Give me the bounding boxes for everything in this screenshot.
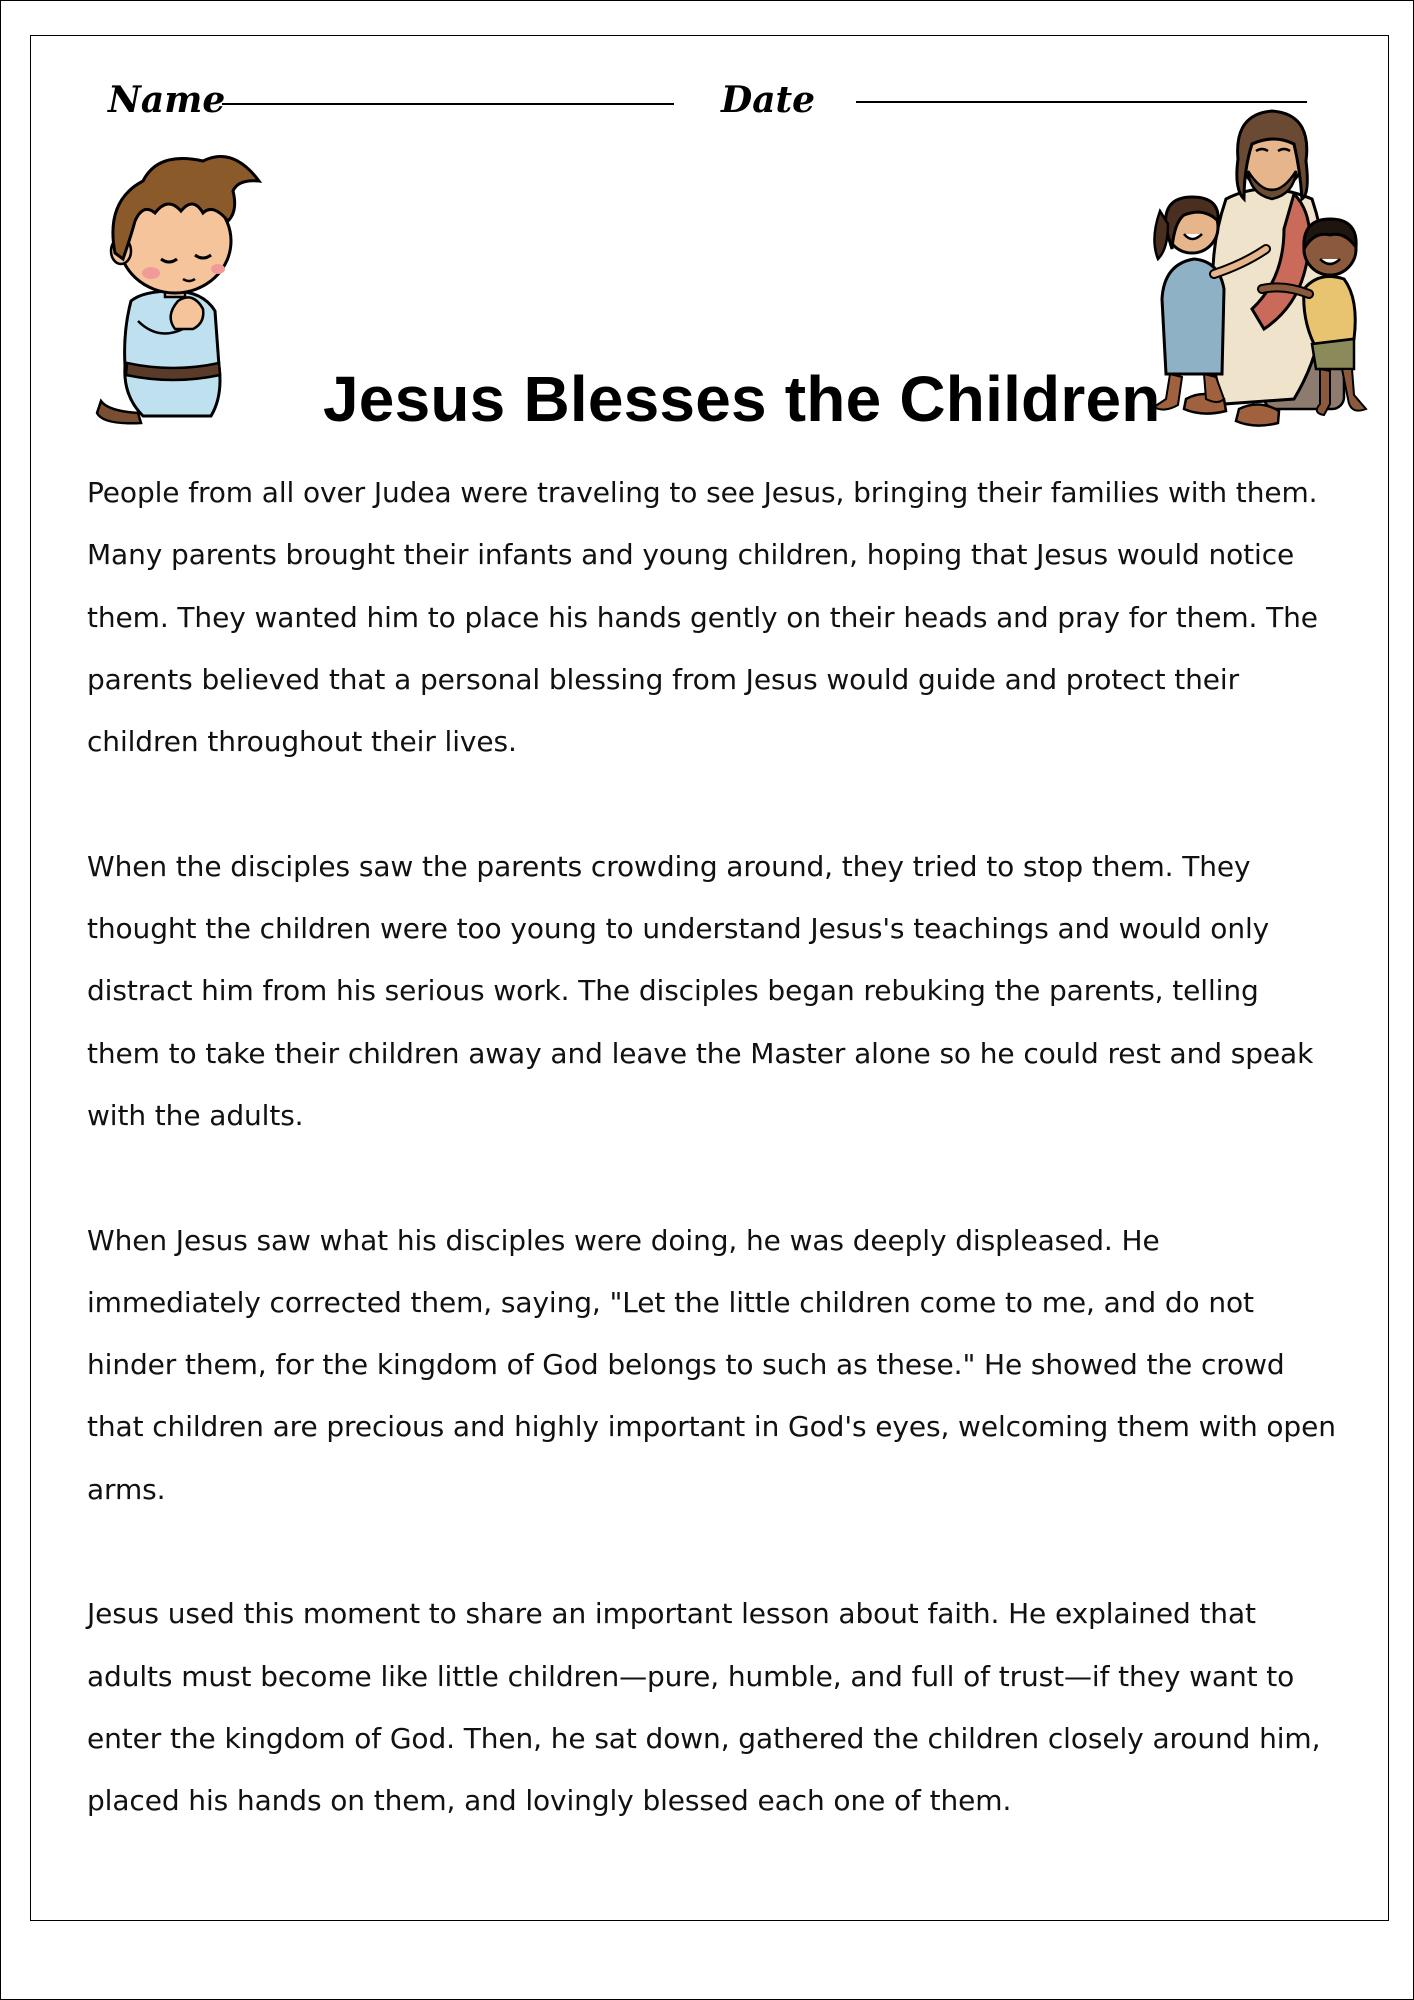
date-label: Date [721, 79, 816, 121]
paragraph-4: Jesus used this moment to share an important lesson about faith. He explained that adults must become like little children—pure, humble, and full of trust—if they want to enter the kingdom of God. Then, he sat down, gathered the children closely around him, placed his hands on them, and lovingly blessed each one of them. [87, 1597, 1321, 1818]
paragraph-3: When Jesus saw what his disciples were doing, he was deeply displeased. He immediately corrected them, saying, "Let the little children come to me, and do not hinder them, for the kingdom of God belongs to such as these." He showed the crowd that children are precious and highly important in God's eyes, welcoming them with open arms. [87, 1223, 1336, 1506]
paragraph-2: When the disciples saw the parents crowding around, they tried to stop them. They thought the children were too young to understand Jesus's teachings and would only distract him from his serious work. The disciples began rebuking the parents, telling them to take their children away and leave the Master alone so he could rest and speak with the adults. [87, 849, 1314, 1132]
name-label: Name [108, 79, 226, 121]
story-text [87, 462, 1337, 1895]
page-title: Jesus Blesses the Children [323, 362, 1161, 435]
paragraph-1: People from all over Judea were traveling to see Jesus, bringing their families with them. Many parents brought their infants and young children, hoping that Jesus would notice them. They wanted him to place his hands gently on their heads and pray for them. The parents believed that a personal blessing from Jesus would guide and protect their children throughout their lives. [87, 476, 1318, 759]
praying-boy-illustration [83, 141, 268, 426]
jesus-with-children-illustration [1144, 99, 1376, 441]
name-line [222, 103, 674, 105]
